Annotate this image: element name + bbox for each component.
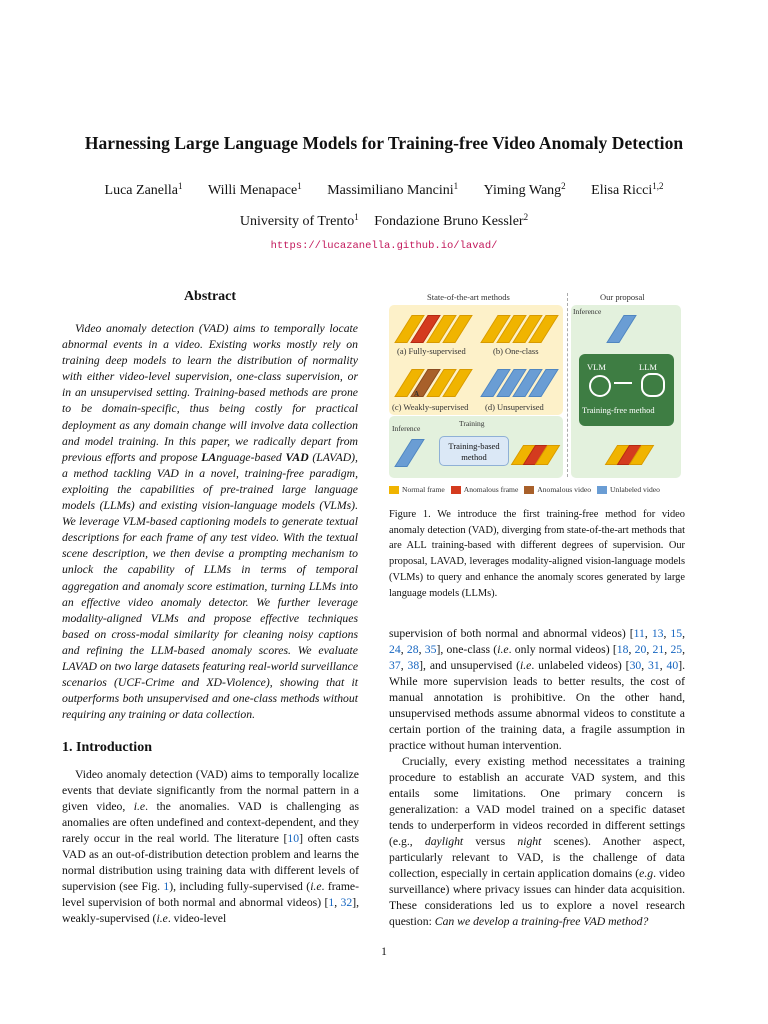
label-fully-supervised: (a) Fully-supervised	[397, 346, 466, 356]
paper-title: Harnessing Large Language Models for Training-free Video Anomaly Detection	[84, 133, 684, 153]
citation-link[interactable]: 31	[648, 659, 660, 672]
badge-anomalous: A	[414, 390, 420, 398]
citation-link[interactable]: 25	[670, 643, 683, 656]
llm-label: LLM	[639, 362, 657, 372]
citation-link[interactable]: 13	[651, 627, 664, 640]
arrow-icon	[614, 382, 632, 384]
section-heading-introduction: 1. Introduction	[62, 740, 152, 755]
citation-link[interactable]: 10	[287, 832, 300, 845]
legend-swatch	[451, 486, 461, 494]
page-number: 1	[381, 946, 387, 958]
citation-link[interactable]: 20	[634, 643, 647, 656]
legend-swatch	[389, 486, 399, 494]
label-one-class: (b) One-class	[493, 346, 539, 356]
citation-link[interactable]: 38	[407, 659, 420, 672]
affiliation: Fondazione Bruno Kessler$^2$	[374, 212, 529, 229]
legend-swatch	[597, 486, 607, 494]
intro-paragraph: Video anomaly detection (VAD) aims to temporally localize events that deviate significantly from the normal pattern in a given video, i.e. the anomalies. VAD is challenging as anomalies are often undefined and context-dependent, and they rarely occur in the real world. The literature [10] often casts VAD as an out-of-distribution detection problem and learns the normal distribution using training data with different levels of supervision (see Fig. 1), including fully-supervised (i.e. frame-level supervision of both normal and abnormal videos) [1, 32], weakly-supervised (i.e. video-level	[62, 768, 360, 925]
citation-link[interactable]: 15	[670, 627, 683, 640]
citation-link[interactable]: 32	[340, 896, 353, 909]
citation-link[interactable]: 11	[633, 627, 645, 640]
citation-link[interactable]: 30	[629, 659, 642, 672]
affiliation: University of Trento$^1$	[239, 212, 359, 229]
figure-link[interactable]: 1	[163, 880, 170, 893]
label-unsupervised: (d) Unsupervised	[485, 402, 544, 412]
author: Willi Menapace$^1$	[207, 181, 302, 198]
training-free-label: Training-free method	[582, 405, 655, 415]
citation-link[interactable]: 24	[389, 643, 401, 656]
figure-legend: Normal frame Anomalous frame Anomalous video Unlabeled video	[389, 485, 660, 494]
label-weakly-supervised: (c) Weakly-supervised	[392, 402, 469, 412]
author: Massimiliano Mancini$^1$	[327, 181, 459, 198]
training-based-method-box: Training-based method	[439, 436, 509, 466]
divider	[567, 293, 568, 477]
affiliation-list	[0, 214, 768, 230]
proposal-label: Our proposal	[600, 292, 645, 302]
vlm-icon	[589, 375, 611, 397]
vlm-label: VLM	[587, 362, 606, 372]
project-url-link[interactable]: https://lucazanella.github.io/lavad/	[270, 240, 498, 252]
citation-link[interactable]: 1	[328, 896, 335, 909]
citation-link[interactable]: 37	[389, 659, 401, 672]
author: Yiming Wang$^2$	[483, 181, 566, 198]
abstract-heading: Abstract	[183, 289, 237, 304]
citation-link[interactable]: 40	[666, 659, 679, 672]
sota-label: State-of-the-art methods	[427, 292, 510, 302]
training-label: Training	[459, 419, 485, 428]
citation-link[interactable]: 28	[406, 643, 419, 656]
citation-link[interactable]: 18	[616, 643, 629, 656]
figure-1	[389, 289, 687, 499]
legend-swatch	[524, 486, 534, 494]
inference-label-2: Inference	[392, 424, 421, 433]
right-column-text: supervision of both normal and abnormal videos) [11, 13, 15, 24, 28, 35], one-class (i.e. only normal videos) [18, 20, 21, 25, 37, 38], and unsupervised (i.e. unlabeled videos) [30, 31, 40]. While more supervision leads to better results, the cost of manual annotation is prohibitive. On the other hand, unsupervised methods assume abnormal videos to constitute a certain portion of the training data, a fragile assumption in practice without human intervention. Crucially, every existing method necessitates a training procedure to establish an accurate VAD system, and this entails some limitations. One primary concern is generalization: a VAD model trained on a specific dataset tends to underperform in videos recorded in different settings (e.g., daylight versus night scenes). Another aspect, particularly relevant to VAD, is the challenge of data collection, especially in certain application domains (e.g. video surveillance) where privacy issues can hinder data acquisition. These considerations led us to explore a novel research question: Can we develop a training-free VAD method?	[389, 627, 686, 928]
inference-label: Inference	[573, 307, 602, 316]
citation-link[interactable]: 21	[652, 643, 665, 656]
abstract-text: Video anomaly detection (VAD) aims to temporally locate abnormal events in a video. Existing works mostly rely on training deep models to learn the distribution of normality with either video-level supervision, one-class supervision, or in an unsupervised setting. Training-based methods are prone to be domain-specific, thus being costly for practical deployment as any domain change will involve data collection and model training. In this paper, we radically depart from previous efforts and propose LAnguage-based VAD (LAVAD), a method tackling VAD in a novel, training-free paradigm, exploiting the capabilities of pre-trained large language models (LLMs) and existing vision-language models (VLMs). We leverage VLM-based captioning models to generate textual descriptions for each frame of any test video. With the textual scene description, we then devise a prompting mechanism to unlock the capability of LLMs in terms of temporal aggregation and anomaly score estimation, turning LLMs into an effective video anomaly detector. We further leverage modality-aligned VLMs and propose effective techniques based on cross-modal similarity for cleaning noisy captions and refining the LLM-based anomaly scores. We evaluate LAVAD on two large datasets featuring real-world surveillance scenarios (UCF-Crime and XD-Violence), showing that it outperforms both unsupervised and one-class methods without requiring any training or data collection.	[62, 322, 359, 722]
figure-caption: Figure 1. We introduce the first training-free method for video anomaly detection (VAD), diverging from state-of-the-art methods that are ALL training-based with different degrees of supervision. Our proposal, LAVAD, leverages modality-aligned vision-language models (VLMs) to query and enhance the anomaly scores generated by large language models (LLMs).	[389, 509, 685, 599]
author: Luca Zanella$^1$	[104, 181, 183, 198]
author: Elisa Ricci$^{1,2}$	[591, 181, 664, 198]
llm-icon	[641, 373, 665, 397]
author-list	[0, 183, 768, 199]
citation-link[interactable]: 35	[424, 643, 437, 656]
